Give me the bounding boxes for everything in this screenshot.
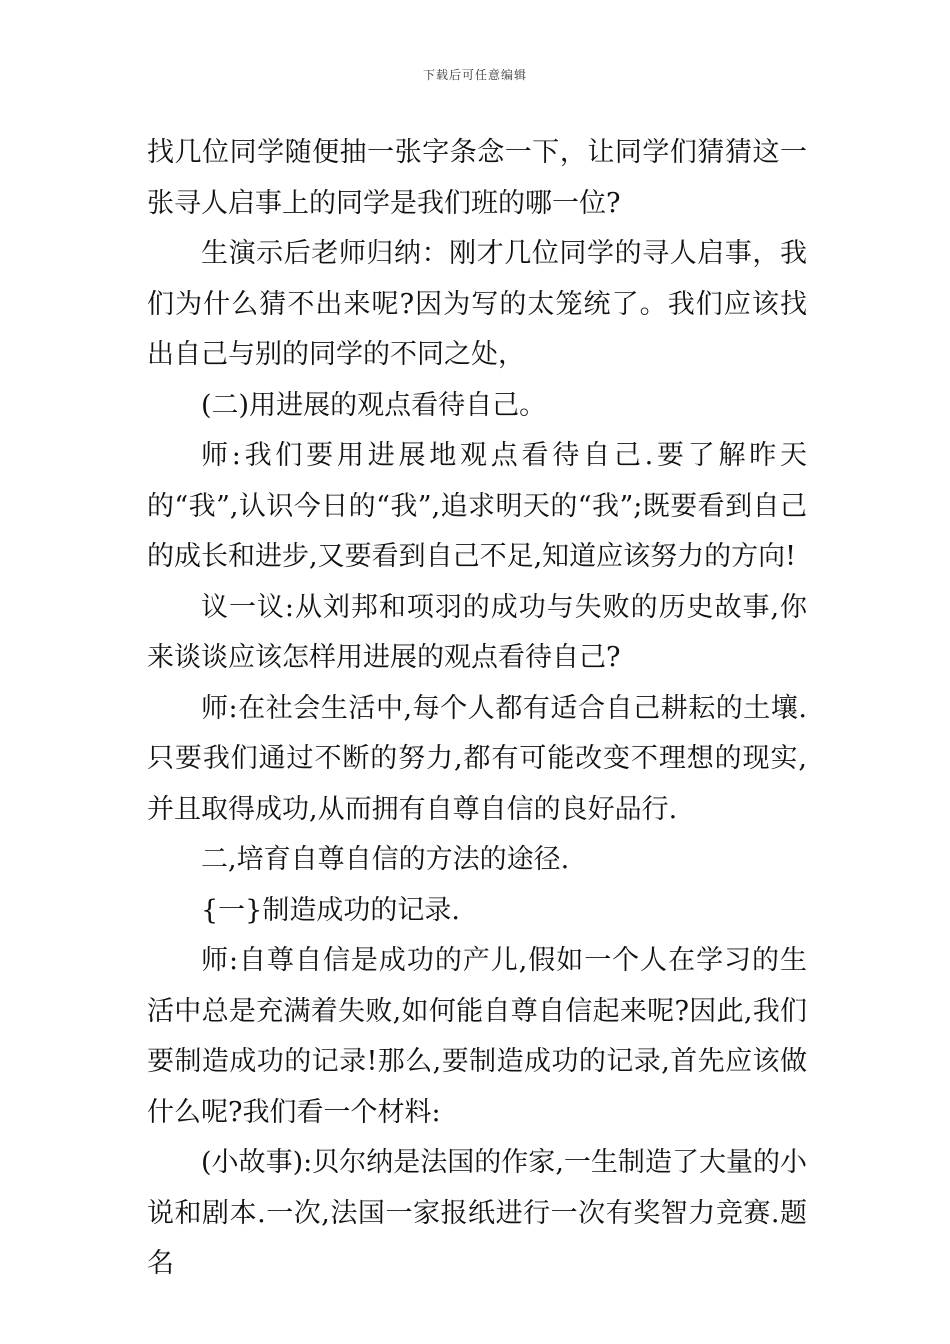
paragraph: 师:我们要用进展地观点看待自己.要了解昨天的“我”,认识今日的“我”,追求明天的“我”;既要看到自己的成长和进步,又要看到自己不足,知道应该努力的方向! <box>147 440 807 572</box>
paragraph: 找几位同学随便抽一张字条念一下，让同学们猜猜这一张寻人启事上的同学是我们班的哪一位? <box>147 137 807 219</box>
document-body <box>147 128 807 1290</box>
paragraph: 议一议:从刘邦和项羽的成功与失败的历史故事,你来谈谈应该怎样用进展的观点看待自己? <box>147 591 807 673</box>
paragraph: 二,培育自尊自信的方法的途径. <box>201 844 570 875</box>
paragraph: 师:在社会生活中,每个人都有适合自己耕耘的土壤.只要我们通过不断的努力,都有可能改变不理想的现实,并且取得成功,从而拥有自尊自信的良好品行. <box>147 692 807 825</box>
paragraph: 生演示后老师归纳：刚才几位同学的寻人启事，我们为什么猜不出来呢?因为写的太笼统了。我们应该找出自己与别的同学的不同之处， <box>147 238 807 370</box>
paragraph: 师:自尊自信是成功的产儿,假如一个人在学习的生活中总是充满着失败,如何能自尊自信起来呢?因此,我们要制造成功的记录!那么,要制造成功的记录,首先应该做什么呢?我们看一个材料: <box>147 945 807 1128</box>
paragraph: (二)用进展的观点看待自己。 <box>201 389 547 421</box>
paragraph: (小故事):贝尔纳是法国的作家,一生制造了大量的小说和剧本.一次,法国一家报纸进行一次有奖智力竞赛.题名 <box>147 1147 807 1279</box>
page-header: 下载后可任意编辑 <box>422 68 527 82</box>
paragraph: {一}制造成功的记录. <box>201 894 460 926</box>
